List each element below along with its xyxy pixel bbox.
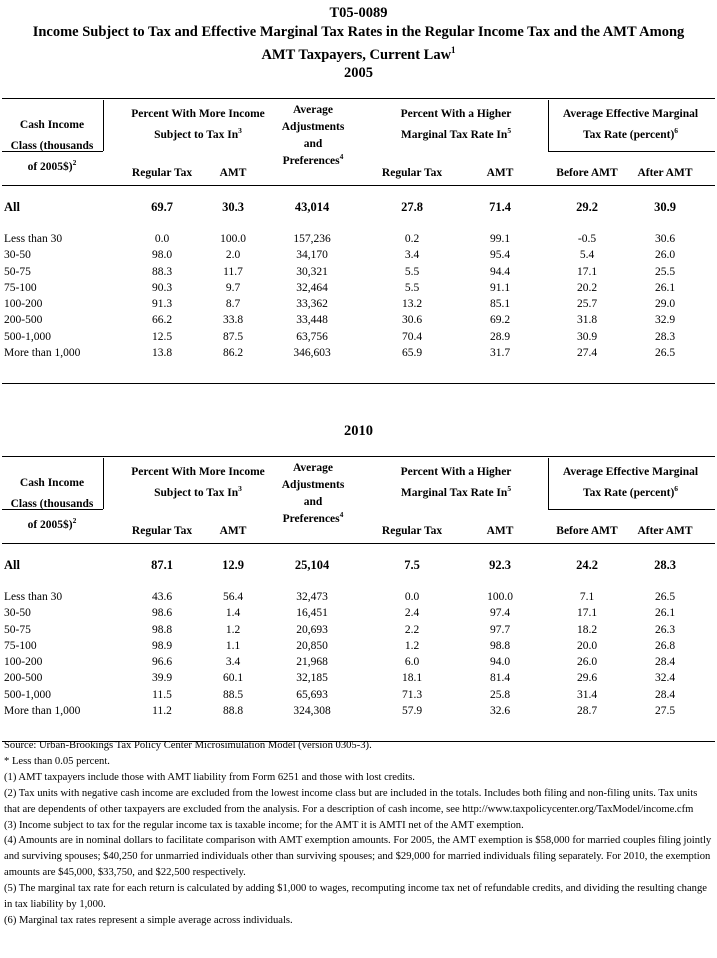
cell: 24.2 [576,558,598,572]
cell: 28.7 [576,704,598,717]
row-label: 75-100 [4,639,37,652]
header-income-class-line-3-text: of 2005$) [27,519,73,531]
cell: 32.6 [489,704,511,717]
header-avg-effective-rate-line-1: Average Effective Marginal [562,108,699,120]
cell: 29.6 [576,672,598,685]
cell: 97.4 [489,607,511,620]
cell: 32,473 [296,591,328,603]
table-row [0,672,717,688]
table-row [0,266,717,282]
table-row [0,624,717,640]
cell: 5.4 [579,249,595,262]
row-label: 30-50 [4,607,31,620]
cell: 17.1 [576,607,598,620]
cell: 18.2 [576,623,598,636]
cell: 26.1 [654,281,676,294]
header-income-class-line-1: Cash Income [19,477,85,489]
header-income-class [4,473,100,536]
header-pct-higher-rate-line-1: Percent With a Higher [400,466,512,478]
row-label: 50-75 [4,265,31,278]
subheader-regular-tax: Regular Tax [131,525,193,537]
cell: 26.0 [654,249,676,262]
cell: 28.4 [654,656,676,668]
footnotes [4,738,712,929]
cell: 13.2 [401,298,423,310]
cell: 1.2 [225,623,241,636]
header-separator-2 [548,100,549,151]
table-row [0,249,717,265]
table-code: T05-0089 [329,5,388,21]
row-label: More than 1,000 [4,704,81,717]
cell: 8.7 [225,298,241,310]
cell: 3.4 [225,656,241,668]
table-row [0,705,717,721]
cell: 0.2 [404,233,420,245]
header-bottom-rule [2,543,715,544]
cell: 92.3 [489,558,511,572]
header-pct-more-income-line-2-text: Subject to Tax In [154,129,239,141]
header-avg-adjustments-line-4-text: Preferences [282,155,340,167]
header-income-class-line-3 [4,157,100,178]
cell: 30.6 [401,314,423,327]
cell: 66.2 [151,314,173,327]
cell: 5.5 [404,265,420,278]
header-pct-higher-rate-line-2-text: Marginal Tax Rate In [400,129,508,141]
subheader-amt: AMT [486,167,514,179]
cell: 91.3 [151,298,173,310]
cell: 31.4 [576,688,598,701]
cell: 94.4 [489,265,511,278]
header-avg-adjustments-line-3: and [303,138,323,150]
cell: 26.5 [654,591,676,603]
cell: 43,014 [294,200,330,214]
footnote-5: (5) The marginal tax rate for each return is calculated by adding $1,000 to wages, recomputing income tax net of refundable credits, and dividing the resulting change in tax liability by 1,000. [4,883,707,911]
cell: 9.7 [225,281,241,294]
cell: 99.1 [489,233,511,245]
cell: 71.4 [489,200,511,214]
cell: 98.8 [489,639,511,652]
table-row [0,282,717,298]
year-heading-2010: 2010 [344,423,373,439]
cell: 81.4 [489,672,511,685]
cell: 56.4 [222,591,244,603]
table-row [0,607,717,623]
table-row-all [0,558,717,574]
cell: 1.2 [404,639,420,652]
header-pct-higher-rate-line-2 [368,483,544,504]
table-row [0,347,717,363]
cell: 65.9 [401,346,423,359]
cell: 97.7 [489,623,511,636]
cell: 65,693 [296,688,328,701]
header-income-class-line-3-text: of 2005$) [27,161,73,173]
cell: 100.0 [220,233,246,245]
header-underline-right [548,151,715,152]
header-pct-more-income-line-2 [105,483,291,504]
cell: 71.3 [401,688,423,701]
header-avg-effective-rate-line-2-text: Tax Rate (percent) [582,129,675,141]
footnote-4: (4) Amounts are in nominal dollars to facilitate comparison with AMT exemption amounts. For 2005, the AMT exemption is $58,000 for married couples filing jointly and surviving spouses; $40,250 for unmarried individuals other than surviving spouses; and $29,000 for married individuals filing separately. For 2010, the exemption amounts are $45,000, $33,750, and $22,500 respectively. [4,835,712,879]
cell: 25.7 [576,298,598,310]
header-separator-1 [103,100,104,151]
header-avg-effective-rate-line-2 [548,483,713,504]
cell: 85.1 [489,298,511,310]
cell: 94.0 [489,656,511,668]
cell: 57.9 [401,704,423,717]
cell: 98.0 [151,249,173,262]
table-bottom-rule [2,383,715,384]
row-label: All [4,558,20,572]
cell: 70.4 [401,330,423,343]
header-income-class-note: 2 [72,516,77,526]
header-avg-effective-rate-note: 6 [674,484,679,494]
cell: 26.1 [654,607,676,620]
cell: 26.0 [576,656,598,668]
cell: 32.4 [654,672,676,685]
header-underline-right [548,509,715,510]
cell: 28.3 [654,330,676,343]
cell: 98.9 [151,639,173,652]
header-avg-adjustments-note: 4 [339,510,344,520]
row-label: 200-500 [4,314,43,327]
cell: 87.1 [151,558,173,572]
header-separator-1 [103,458,104,509]
header-avg-adjustments-line-1: Average [292,104,333,116]
table-title-line-2: AMT Taxpayers, Current Law$^1$ [261,45,456,63]
cell: 96.6 [151,656,173,668]
subheader-regular-tax: Regular Tax [381,167,443,179]
header-avg-adjustments-line-4 [272,153,354,170]
header-avg-adjustments-line-4 [272,511,354,528]
table-row [0,298,717,314]
header-avg-adjustments-line-2: Adjustments [281,121,345,133]
table-row [0,591,717,607]
cell: 34,170 [296,249,328,262]
source-note: Source: Urban-Brookings Tax Policy Center Microsimulation Model (version 0305-3). [4,740,372,751]
table-row [0,656,717,672]
subheader-amt: AMT [219,167,247,179]
cell: 26.3 [654,623,676,636]
cell: 30,321 [296,265,328,278]
row-label: 30-50 [4,249,31,262]
cell: 13.8 [151,346,173,359]
header-pct-more-income-note: 3 [238,126,242,136]
header-pct-higher-rate-note: 5 [507,126,512,136]
cell: 0.0 [404,591,420,603]
subheader-amt: AMT [219,525,247,537]
cell: 11.2 [152,704,172,717]
cell: 30.9 [576,330,598,343]
cell: 157,236 [293,233,331,245]
cell: 11.7 [223,265,243,278]
cell: 27.8 [401,200,423,214]
cell: 90.3 [151,281,173,294]
cell: 31.8 [576,314,598,327]
header-pct-more-income-line-1: Percent With More Income [131,466,265,478]
header-pct-higher-rate-line-1: Percent With a Higher [400,108,512,120]
header-pct-more-income-note: 3 [238,484,242,494]
cell: 98.8 [151,623,173,636]
header-avg-adjustments [272,102,354,170]
footnote-6: (6) Marginal tax rates represent a simple average across individuals. [4,914,293,926]
cell: 20.0 [576,639,598,652]
header-underline-left [2,509,103,510]
header-avg-adjustments-line-1: Average [292,462,333,474]
subheader-regular-tax: Regular Tax [381,525,443,537]
cell: 26.8 [654,639,676,652]
cell: 20.2 [576,281,598,294]
footnote-1: (1) AMT taxpayers include those with AMT liability from Form 6251 and those with lost credits. [4,771,415,783]
header-avg-effective-rate-note: 6 [674,126,679,136]
header-income-class-line-2: Class (thousands [10,140,94,152]
cell: 5.5 [404,281,420,294]
header-pct-more-income [105,104,291,146]
row-label: All [4,200,20,214]
cell: 6.0 [404,656,420,668]
header-pct-more-income [105,462,291,504]
header-pct-higher-rate-note: 5 [507,484,512,494]
cell: 7.1 [579,591,595,603]
cell: 1.4 [225,607,241,620]
row-label: 200-500 [4,672,43,685]
cell: 91.1 [489,281,511,294]
table-row-all [0,200,717,216]
cell: 60.1 [222,672,244,685]
header-pct-higher-rate-line-2 [368,125,544,146]
cell: 25.5 [654,265,676,278]
cell: 63,756 [296,330,328,343]
cell: 20,693 [296,623,328,636]
cell: 28.3 [654,558,676,572]
table-row [0,331,717,347]
footnote-3: (3) Income subject to tax for the regular income tax is taxable income; for the AMT it is AMTI net of the AMT exemption. [4,819,524,831]
footnote-star: * Less than 0.05 percent. [4,755,110,767]
cell: 324,308 [293,704,331,717]
cell: 33.8 [222,314,244,327]
cell: 32,464 [296,281,328,294]
table-top-rule [2,98,715,99]
header-pct-more-income-line-2-text: Subject to Tax In [154,487,239,499]
table-row [0,314,717,330]
cell: 88.5 [222,688,244,701]
row-label: Less than 30 [4,591,63,603]
header-avg-adjustments-note: 4 [339,152,344,162]
header-avg-adjustments [272,460,354,528]
cell: 88.3 [151,265,173,278]
cell: 18.1 [401,672,423,685]
cell: 25,104 [294,558,330,572]
subheader-after-amt: After AMT [637,167,693,179]
subheader-after-amt: After AMT [637,525,693,537]
header-underline-left [2,151,103,152]
cell: 26.5 [654,346,676,359]
cell: 2.4 [404,607,420,620]
cell: 27.4 [576,346,598,359]
year-heading-2005: 2005 [344,65,373,81]
subheader-before-amt: Before AMT [556,167,618,179]
header-avg-effective-rate-line-2-text: Tax Rate (percent) [582,487,675,499]
table-title-line-1: Income Subject to Tax and Effective Marginal Tax Rates in the Regular Income Tax and the AMT Among [32,24,685,40]
table-row [0,233,717,249]
header-separator-2 [548,458,549,509]
cell: 3.4 [404,249,420,262]
cell: 95.4 [489,249,511,262]
header-avg-effective-rate-line-1: Average Effective Marginal [562,466,699,478]
row-label: 75-100 [4,281,37,294]
row-label: 500-1,000 [4,688,51,701]
header-avg-adjustments-line-4-text: Preferences [282,513,340,525]
row-label: 100-200 [4,656,43,668]
cell: 69.7 [151,200,173,214]
cell: 12.9 [222,558,244,572]
cell: 31.7 [489,346,511,359]
row-label: Less than 30 [4,233,63,245]
cell: 29.2 [576,200,598,214]
cell: 86.2 [222,346,244,359]
row-label: More than 1,000 [4,346,81,359]
header-avg-adjustments-line-2: Adjustments [281,479,345,491]
cell: 16,451 [296,607,328,620]
cell: 32,185 [296,672,328,685]
header-pct-higher-rate [368,462,544,504]
header-avg-effective-rate-line-2 [548,125,713,146]
cell: 17.1 [576,265,598,278]
cell: 100.0 [487,591,513,603]
cell: 2.2 [404,623,420,636]
row-label: 500-1,000 [4,330,51,343]
cell: 27.5 [654,704,676,717]
cell: 88.8 [222,704,244,717]
cell: -0.5 [577,233,597,245]
subheader-regular-tax: Regular Tax [131,167,193,179]
subheader-before-amt: Before AMT [556,525,618,537]
cell: 33,448 [296,314,328,327]
header-pct-higher-rate [368,104,544,146]
subheader-amt: AMT [486,525,514,537]
footnote-2: (2) Tax units with negative cash income are excluded from the lowest income class but are included in the totals. Includes both filing and non-filing units. Tax units that are dependents of other taxpayers are excluded from the analysis. For a description of cash income, see http://www.taxpolicycenter.org/TaxModel/income.cfm [4,787,698,815]
header-avg-effective-rate [548,462,713,504]
cell: 43.6 [151,591,173,603]
header-income-class-line-1: Cash Income [19,119,85,131]
header-income-class-line-2: Class (thousands [10,498,94,510]
header-pct-higher-rate-line-2-text: Marginal Tax Rate In [400,487,508,499]
cell: 21,968 [296,656,328,668]
cell: 69.2 [489,314,511,327]
cell: 29.0 [654,298,676,310]
cell: 12.5 [151,330,173,343]
row-label: 50-75 [4,623,31,636]
header-income-class-line-3 [4,515,100,536]
cell: 0.0 [154,233,170,245]
cell: 1.1 [225,639,241,652]
header-pct-more-income-line-2 [105,125,291,146]
cell: 39.9 [151,672,173,685]
cell: 11.5 [152,688,172,701]
table-row [0,640,717,656]
table-row [0,689,717,705]
cell: 28.4 [654,688,676,701]
cell: 33,362 [296,298,328,310]
cell: 2.0 [225,249,241,262]
cell: 32.9 [654,314,676,327]
header-avg-effective-rate [548,104,713,146]
header-avg-adjustments-line-3: and [303,496,323,508]
header-bottom-rule [2,185,715,186]
cell: 98.6 [151,607,173,620]
cell: 28.9 [489,330,511,343]
cell: 30.3 [222,200,244,214]
cell: 346,603 [293,346,331,359]
cell: 30.9 [654,200,676,214]
header-pct-more-income-line-1: Percent With More Income [131,108,265,120]
row-label: 100-200 [4,298,43,310]
header-income-class-note: 2 [72,158,77,168]
cell: 7.5 [404,558,420,572]
cell: 25.8 [489,688,511,701]
table-top-rule [2,456,715,457]
header-income-class [4,115,100,178]
cell: 87.5 [222,330,244,343]
cell: 20,850 [296,639,328,652]
cell: 30.6 [654,233,676,245]
